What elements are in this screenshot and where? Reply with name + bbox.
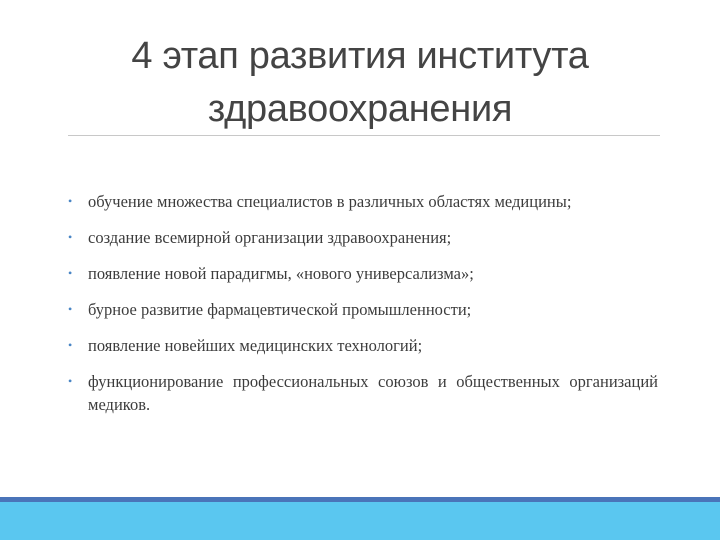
bullet-item	[68, 370, 658, 416]
title-divider	[68, 135, 660, 136]
bullet-item	[68, 190, 658, 213]
bullet-dot-icon: •	[68, 194, 73, 208]
bullet-item	[68, 262, 658, 285]
bullet-item	[68, 226, 658, 249]
bullet-dot-icon: •	[68, 302, 73, 316]
bullet-dot-icon: •	[68, 230, 73, 244]
bullet-item	[68, 334, 658, 357]
footer-band-cyan	[0, 502, 720, 540]
bullet-text: бурное развитие фармацевтической промышленности;	[88, 300, 472, 319]
bullet-dot-icon: •	[68, 338, 73, 352]
bullet-dot-icon: •	[68, 374, 73, 388]
slide-title: 4 этап развития института здравоохранения	[131, 35, 589, 130]
bullet-text: появление новейших медицинских технологий;	[88, 336, 423, 355]
bullet-text: создание всемирной организации здравоохранения;	[88, 228, 452, 247]
bullet-list	[68, 190, 658, 429]
bullet-text: обучение множества специалистов в различных областях медицины;	[88, 192, 572, 211]
bullet-dot-icon: •	[68, 266, 73, 280]
bullet-item	[68, 298, 658, 321]
bullet-text: функционирование профессиональных союзов и общественных организаций медиков.	[88, 372, 658, 414]
bullet-text: появление новой парадигмы, «нового универсализма»;	[88, 264, 474, 283]
